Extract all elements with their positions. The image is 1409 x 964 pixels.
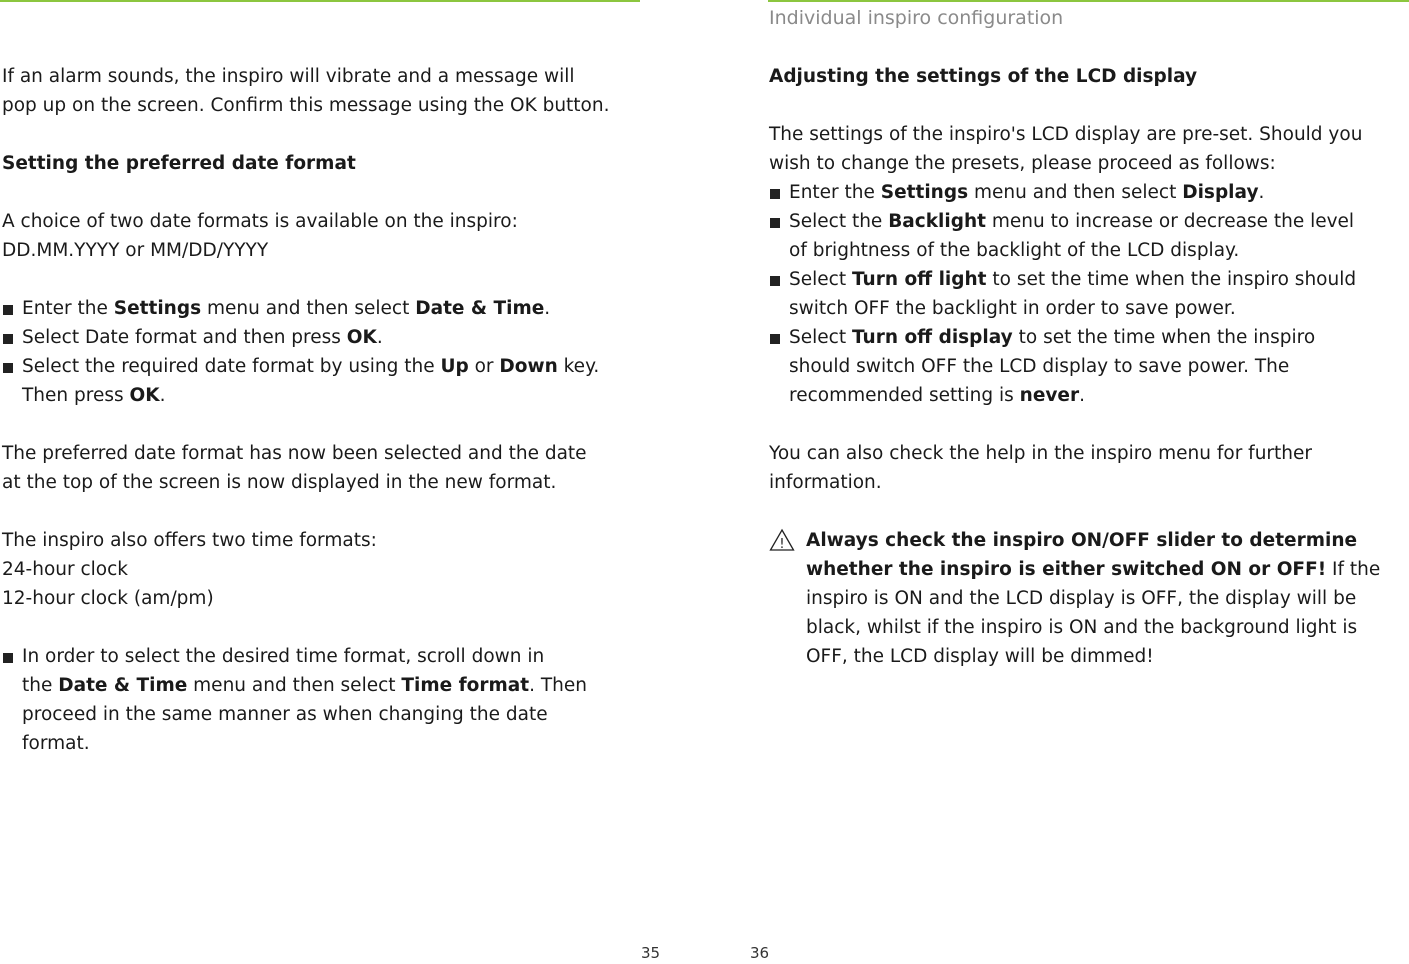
lcd-desc-line-2: wish to change the presets, please proceed as follows: (769, 153, 1276, 174)
list-item: In order to select the desired time format, scroll down in the Date & Time menu and then select Time format. Then proceed in the same manner as when changing the date format. (2, 642, 652, 758)
list-item: Select the required date format by using the Up or Down key. Then press OK. (2, 352, 652, 410)
date-desc-line-2: DD.MM.YYYY or MM/DD/YYYY (2, 240, 269, 261)
top-rule-right (768, 0, 1409, 2)
date-format-heading: Setting the preferred date format (2, 153, 356, 174)
bullet-square-icon (770, 189, 780, 199)
top-rule-left (0, 0, 640, 2)
intro-line-1: If an alarm sounds, the inspiro will vibrate and a message will (2, 66, 575, 87)
warning-note: ! Always check the inspiro ON/OFF slider to determine whether the inspiro is either switched ON or OFF! If the inspiro is ON and the LCD display is OFF, the display will be black, whilst if the inspiro is ON and the background light is OFF, the LCD display will be dimmed! (769, 526, 1409, 671)
list-item: Select Turn off display to set the time when the inspiro should switch OFF the LCD display to save power. The recommended setting is never. (769, 323, 1409, 410)
time-intro-line: The inspiro also offers two time formats: (2, 530, 377, 551)
time-steps-list (2, 642, 652, 758)
time-format-12h: 12-hour clock (am/pm) (2, 588, 214, 609)
lcd-heading: Adjusting the settings of the LCD display (769, 66, 1198, 87)
list-item: Select Date format and then press OK. (2, 323, 652, 352)
list-item: Enter the Settings menu and then select Display. (769, 178, 1409, 207)
right-page-content (769, 62, 1409, 671)
warning-triangle-icon (769, 528, 795, 552)
help-line-2: information. (769, 472, 882, 493)
time-format-24h: 24-hour clock (2, 559, 128, 580)
bullet-square-icon (770, 276, 780, 286)
list-item: Select Turn off light to set the time when the inspiro should switch OFF the backlight in order to save power. (769, 265, 1409, 323)
date-steps-list (2, 294, 652, 410)
lcd-steps-list (769, 178, 1409, 410)
bullet-square-icon (3, 334, 13, 344)
section-header: Individual inspiro configuration (769, 7, 1064, 29)
list-item: Select the Backlight menu to increase or decrease the level of brightness of the backlight of the LCD display. (769, 207, 1409, 265)
result-line-2: at the top of the screen is now displayed in the new format. (2, 472, 557, 493)
bullet-square-icon (770, 334, 780, 344)
lcd-desc-line-1: The settings of the inspiro's LCD display are pre-set. Should you (769, 124, 1363, 145)
help-line-1: You can also check the help in the inspiro menu for further (769, 443, 1312, 464)
list-item: Enter the Settings menu and then select Date & Time. (2, 294, 652, 323)
date-desc-line-1: A choice of two date formats is available on the inspiro: (2, 211, 518, 232)
intro-line-2: pop up on the screen. Confirm this message using the OK button. (2, 95, 610, 116)
page-number-left: 35 (641, 944, 661, 962)
bullet-square-icon (770, 218, 780, 228)
svg-text:!: ! (779, 537, 785, 552)
left-page-content (2, 62, 652, 758)
bullet-square-icon (3, 653, 13, 663)
bullet-square-icon (3, 363, 13, 373)
page-number-right: 36 (750, 944, 770, 962)
bullet-square-icon (3, 305, 13, 315)
result-line-1: The preferred date format has now been selected and the date (2, 443, 587, 464)
